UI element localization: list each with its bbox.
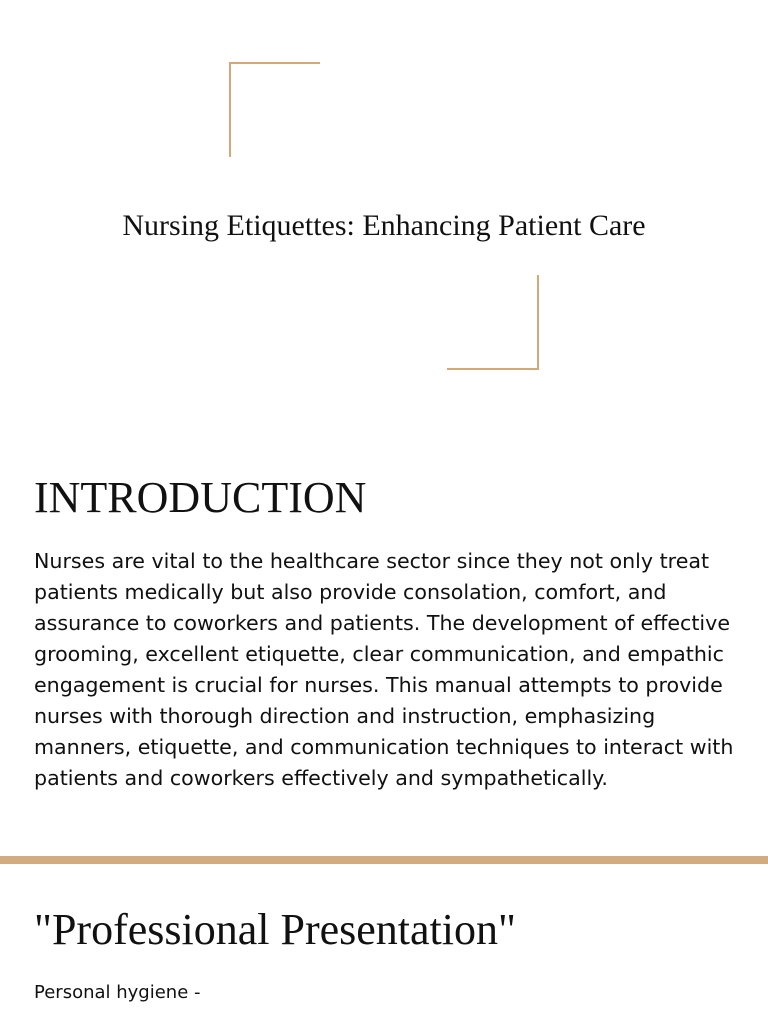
decorative-corner-top-left xyxy=(229,62,320,157)
professional-presentation-heading: "Professional Presentation" xyxy=(34,905,516,954)
section-divider xyxy=(0,856,768,864)
decorative-corner-bottom-right xyxy=(447,275,539,370)
introduction-heading: INTRODUCTION xyxy=(34,473,367,522)
introduction-paragraph: Nurses are vital to the healthcare sector since they not only treat patients medically but also provide consolation, comfort, and assurance to coworkers and patients. The development of effective grooming, excellent etiquette, clear communication, and empathic engagement is crucial for nurses. This manual attempts to provide nurses with thorough direction and instruction, emphasizing manners, etiquette, and communication techniques to interact with patients and coworkers effectively and sympathetically. xyxy=(34,549,734,790)
personal-hygiene-label: Personal hygiene - xyxy=(34,982,201,1003)
document-title: Nursing Etiquettes: Enhancing Patient Care xyxy=(122,209,646,242)
